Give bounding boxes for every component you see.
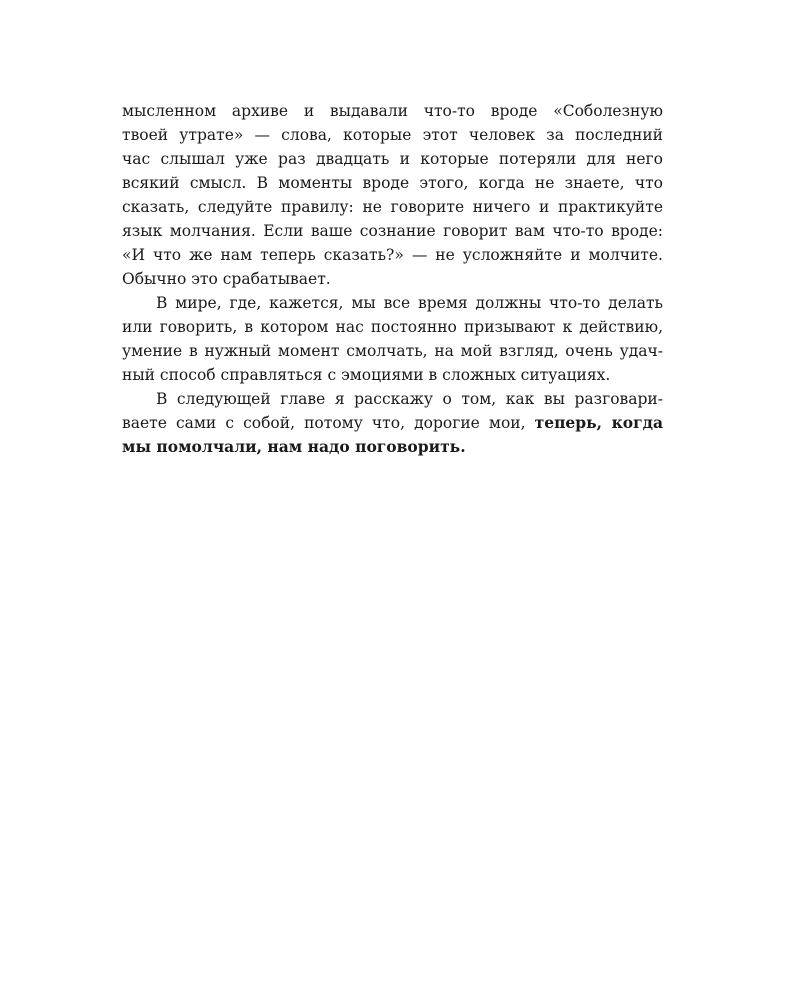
- paragraph-3-line-2-text: ваете сами с собой, потому что, дорогие мои,: [122, 414, 526, 432]
- paragraph-1-line-2: твоей утрате» — слова, которые этот человек за последний: [122, 126, 663, 144]
- paragraph-2-line-4: ный способ справляться с эмоциями в сложных ситуациях.: [122, 366, 611, 384]
- paragraph-3-bold-phrase-end: мы помолчали, нам надо поговорить.: [122, 437, 466, 456]
- paragraph-3-bold-phrase-start: теперь, когда: [534, 413, 663, 432]
- paragraph-1-line-3: час слышал уже раз двадцать и которые потеряли для него: [122, 150, 663, 168]
- body-text: [122, 99, 663, 459]
- paragraph-3-line-1: В следующей главе я расскажу о том, как вы разговари-: [156, 390, 663, 408]
- paragraph-2-line-1: В мире, где, кажется, мы все время должны что-то делать: [156, 294, 663, 312]
- paragraph-1-line-8: Обычно это срабатывает.: [122, 270, 331, 288]
- paragraph-3-line-2: [122, 411, 663, 435]
- paragraph-1-line-7: «И что же нам теперь сказать?» — не усложняйте и молчите.: [122, 246, 663, 264]
- paragraph-2-line-2: или говорить, в котором нас постоянно призывают к действию,: [122, 318, 663, 336]
- paragraph-1-line-5: сказать, следуйте правилу: не говорите ничего и практикуйте: [122, 198, 663, 216]
- paragraph-1-line-1: мысленном архиве и выдавали что-то вроде «Соболезную: [122, 102, 663, 120]
- paragraph-2-line-3: умение в нужный момент смолчать, на мой взгляд, очень удач-: [122, 342, 663, 360]
- paragraph-1-line-4: всякий смысл. В моменты вроде этого, когда не знаете, что: [122, 174, 663, 192]
- paragraph-1-line-6: язык молчания. Если ваше сознание говорит вам что-то вроде:: [122, 222, 663, 240]
